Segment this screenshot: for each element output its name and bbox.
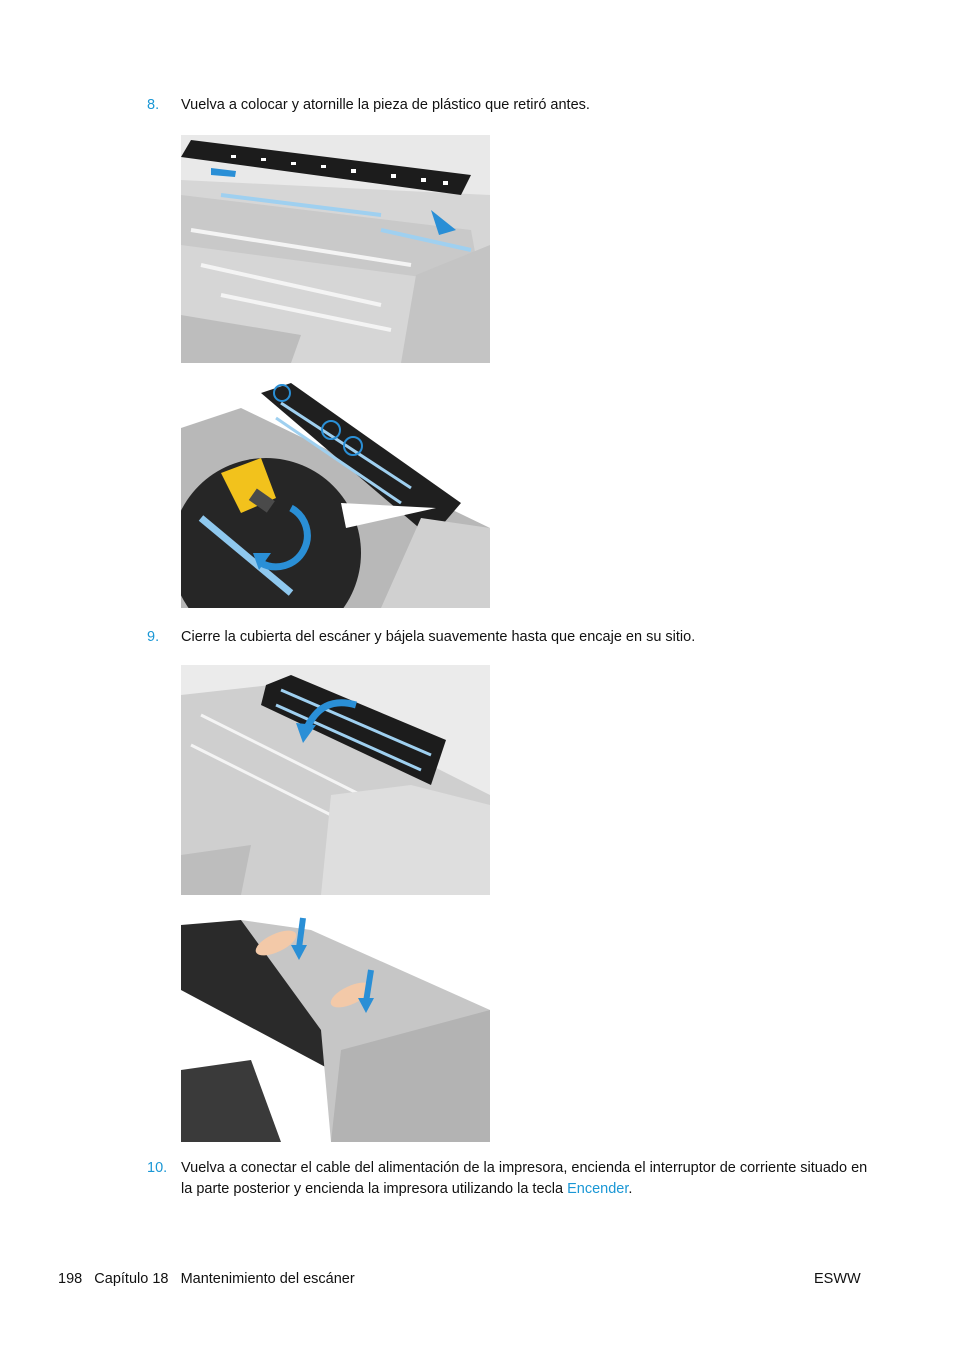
figure-closing-cover <box>181 665 490 895</box>
footer-left <box>58 1271 355 1287</box>
page-number: 198 <box>58 1271 83 1287</box>
step-text-before: Vuelva a conectar el cable del alimentación de la impresora, encienda el interruptor de corriente situado en la parte posterior y encienda la impresora utilizando la tecla <box>181 1160 868 1197</box>
step-number: 8. <box>147 97 160 113</box>
figure-pressing-cover <box>181 910 490 1142</box>
step-text: Cierre la cubierta del escáner y bájela suavemente hasta que encaje en su sitio. <box>181 629 696 645</box>
step-text-after: . <box>628 1181 633 1197</box>
encender-link[interactable]: Encender <box>567 1181 629 1197</box>
step-number: 10. <box>147 1160 168 1176</box>
step-text <box>181 1158 871 1200</box>
figure-plastic-strip-placement <box>181 135 490 363</box>
step-text: Vuelva a colocar y atornille la pieza de plástico que retiró antes. <box>181 97 590 113</box>
footer-locale: ESWW <box>814 1271 861 1287</box>
chapter-title: Mantenimiento del escáner <box>180 1271 355 1287</box>
chapter-label: Capítulo 18 <box>94 1271 169 1287</box>
figure-screw-tightening <box>181 378 490 608</box>
step-number: 9. <box>147 629 160 645</box>
